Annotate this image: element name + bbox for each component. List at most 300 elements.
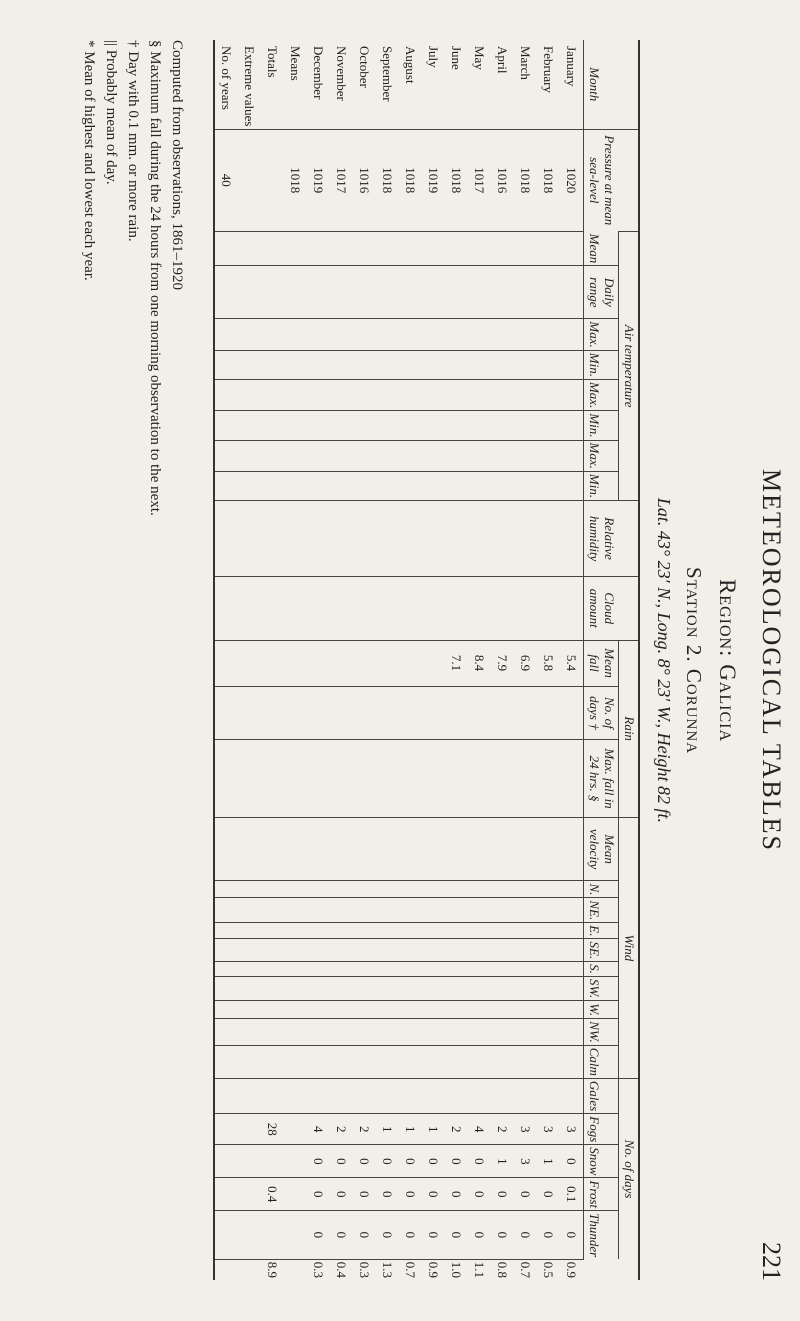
table-row: [261, 40, 284, 1280]
table-cell: 0.8: [491, 1259, 514, 1280]
table-cell: [238, 923, 261, 939]
table-cell: [307, 640, 330, 686]
table-cell: [399, 319, 422, 350]
table-cell: [376, 232, 399, 266]
table-cell: [284, 266, 307, 319]
table-cell: [238, 962, 261, 977]
table-cell: [514, 577, 537, 640]
table-cell: [445, 266, 468, 319]
table-cell: [399, 640, 422, 686]
table-cell: [399, 1019, 422, 1046]
table-cell: [261, 881, 284, 898]
table-cell: [560, 232, 584, 266]
col-wind-velocity: Mean velocity: [584, 817, 619, 881]
table-cell: [261, 962, 284, 977]
table-row: [214, 40, 238, 1280]
table-cell: 0.3: [353, 1259, 376, 1280]
table-cell: [353, 817, 376, 881]
table-cell: [261, 976, 284, 1000]
table-cell: [376, 501, 399, 577]
table-cell: 0: [376, 1145, 399, 1178]
table-cell: [330, 881, 353, 898]
table-cell: [399, 939, 422, 962]
table-cell: [284, 411, 307, 440]
table-cell: [491, 379, 514, 410]
table-cell: [468, 471, 491, 500]
table-cell: [422, 881, 445, 898]
table-cell: [560, 962, 584, 977]
table-cell: 0.7: [514, 1259, 537, 1280]
table-cell: [330, 501, 353, 577]
table-cell: [445, 976, 468, 1000]
table-cell: [238, 266, 261, 319]
table-cell: [445, 379, 468, 410]
table-cell: [261, 471, 284, 500]
table-cell: [261, 129, 284, 232]
table-cell: [307, 440, 330, 471]
table-cell: [537, 266, 560, 319]
table-cell: [284, 923, 307, 939]
table-cell: [330, 411, 353, 440]
table-cell: [284, 232, 307, 266]
table-cell: [330, 1001, 353, 1019]
table-cell: [353, 686, 376, 740]
table-body: [214, 40, 584, 1280]
table-cell: [238, 1114, 261, 1145]
col-rel-hum: Relative humidity: [584, 501, 639, 577]
table-cell: [491, 1078, 514, 1113]
table-cell: [353, 350, 376, 379]
table-cell: [422, 939, 445, 962]
table-cell: [376, 411, 399, 440]
table-cell: [491, 266, 514, 319]
col-daily-min: Min.: [584, 350, 619, 379]
table-cell: [214, 501, 238, 577]
region-heading: Region: Galicia: [715, 578, 740, 743]
table-cell: [491, 232, 514, 266]
col-rain-max: Max. fall in 24 hrs. §: [584, 740, 619, 818]
table-cell: [376, 319, 399, 350]
table-cell: [330, 898, 353, 923]
table-cell: 0: [399, 1178, 422, 1211]
table-cell: [537, 976, 560, 1000]
table-cell: [560, 686, 584, 740]
table-cell: [284, 1114, 307, 1145]
table-cell: [261, 1019, 284, 1046]
table-cell: [537, 501, 560, 577]
table-cell: [445, 898, 468, 923]
table-cell: [445, 471, 468, 500]
table-cell: [468, 319, 491, 350]
table-cell: 3: [514, 1114, 537, 1145]
table-cell: 1017: [468, 129, 491, 232]
table-cell: [399, 923, 422, 939]
table-cell: [468, 939, 491, 962]
table-cell: [560, 1001, 584, 1019]
table-cell: [560, 379, 584, 410]
table-cell: [214, 1019, 238, 1046]
table-cell: 0: [514, 1211, 537, 1260]
table-cell: 0: [491, 1178, 514, 1211]
table-cell: 2: [330, 1114, 353, 1145]
table-cell: [284, 1078, 307, 1113]
table-cell: [537, 232, 560, 266]
table-cell: [353, 471, 376, 500]
table-cell: [238, 1045, 261, 1078]
table-cell: 0: [491, 1211, 514, 1260]
table-cell: [560, 923, 584, 939]
table-cell: [214, 640, 238, 686]
table-cell: [491, 1045, 514, 1078]
table-cell: [238, 1145, 261, 1178]
table-cell: 1019: [422, 129, 445, 232]
table-cell: [537, 939, 560, 962]
table-cell: [422, 686, 445, 740]
table-cell: [214, 1078, 238, 1113]
table-cell: [468, 1078, 491, 1113]
table-cell: [376, 881, 399, 898]
table-cell: [468, 976, 491, 1000]
table-cell: [214, 923, 238, 939]
row-label: No. of years: [214, 40, 238, 129]
row-label: December: [311, 46, 327, 100]
table-cell: [214, 379, 238, 410]
table-cell: 3: [514, 1145, 537, 1178]
table-row: [422, 40, 445, 1280]
col-cloud: Cloud amount: [584, 577, 639, 640]
table-cell: [353, 440, 376, 471]
table-cell: [399, 501, 422, 577]
page-number: 221: [757, 1242, 786, 1281]
table-cell: [261, 379, 284, 410]
row-label: October: [357, 46, 373, 88]
table-cell: [307, 881, 330, 898]
table-row: [399, 40, 422, 1280]
table-cell: [284, 1211, 307, 1260]
footnote: † Day with 0.1 mm. or more rain.: [125, 40, 141, 242]
table-cell: [514, 962, 537, 977]
table-cell: [422, 976, 445, 1000]
table-cell: [330, 577, 353, 640]
table-cell: [376, 1045, 399, 1078]
table-cell: [422, 266, 445, 319]
table-cell: [491, 962, 514, 977]
table-cell: [399, 411, 422, 440]
group-wind: Wind: [619, 817, 639, 1078]
table-cell: [214, 1001, 238, 1019]
row-label: Means: [288, 46, 304, 81]
table-cell: [468, 817, 491, 881]
table-cell: 0.9: [422, 1259, 445, 1280]
table-cell: [514, 923, 537, 939]
group-days: No. of days: [619, 1078, 639, 1259]
table-cell: [468, 740, 491, 818]
col-fogs: Fogs: [584, 1114, 619, 1145]
table-cell: [445, 923, 468, 939]
table-cell: [214, 350, 238, 379]
table-cell: [445, 1001, 468, 1019]
table-cell: [307, 740, 330, 818]
table-cell: [238, 740, 261, 818]
table-cell: [284, 740, 307, 818]
group-rain: Rain: [619, 640, 639, 817]
table-cell: [261, 266, 284, 319]
table-cell: [376, 640, 399, 686]
table-cell: [491, 1001, 514, 1019]
table-cell: 4: [468, 1114, 491, 1145]
table-cell: [214, 1114, 238, 1145]
table-cell: [422, 923, 445, 939]
table-cell: 2: [353, 1114, 376, 1145]
table-cell: [376, 440, 399, 471]
table-cell: [214, 577, 238, 640]
table-cell: [560, 411, 584, 440]
table-cell: [445, 939, 468, 962]
table-cell: [399, 266, 422, 319]
table-cell: [422, 232, 445, 266]
table-cell: [468, 350, 491, 379]
table-cell: [514, 939, 537, 962]
table-cell: [445, 411, 468, 440]
table-cell: [445, 881, 468, 898]
table-cell: [261, 1045, 284, 1078]
table-cell: [491, 471, 514, 500]
table-cell: [514, 817, 537, 881]
table-cell: [284, 471, 307, 500]
col-wind-ne: NE.: [584, 898, 619, 923]
table-cell: 0.5: [537, 1259, 560, 1280]
table-cell: [214, 319, 238, 350]
table-cell: [560, 1045, 584, 1078]
table-cell: [376, 740, 399, 818]
table-row: [468, 40, 491, 1280]
table-cell: [238, 232, 261, 266]
table-cell: [537, 1078, 560, 1113]
table-cell: [214, 1178, 238, 1211]
table-cell: [560, 350, 584, 379]
table-cell: [514, 976, 537, 1000]
col-wind-n: N.: [584, 881, 619, 898]
table-cell: [445, 1078, 468, 1113]
col-thunder: Thunder: [584, 1211, 619, 1260]
table-cell: [537, 440, 560, 471]
table-cell: [353, 939, 376, 962]
table-cell: [261, 1078, 284, 1113]
table-cell: [376, 817, 399, 881]
table-cell: [307, 350, 330, 379]
table-cell: [307, 817, 330, 881]
table-cell: [399, 232, 422, 266]
table-cell: 1.3: [376, 1259, 399, 1280]
table-cell: [514, 501, 537, 577]
table-cell: [238, 1078, 261, 1113]
table-cell: [376, 1001, 399, 1019]
table-cell: [238, 411, 261, 440]
table-cell: 0: [399, 1145, 422, 1178]
table-cell: [537, 379, 560, 410]
table-cell: [353, 1045, 376, 1078]
table-cell: 7.1: [445, 640, 468, 686]
table-cell: [261, 1211, 284, 1260]
table-cell: [445, 350, 468, 379]
table-cell: [537, 577, 560, 640]
table-cell: [560, 440, 584, 471]
table-cell: [399, 740, 422, 818]
table-cell: [537, 1019, 560, 1046]
table-cell: [284, 686, 307, 740]
table-cell: [422, 1078, 445, 1113]
table-cell: [307, 471, 330, 500]
table-cell: 0: [307, 1178, 330, 1211]
col-extreme-max: Max.: [584, 440, 619, 471]
table-cell: 1018: [445, 129, 468, 232]
table-cell: [238, 881, 261, 898]
table-cell: [353, 962, 376, 977]
table-cell: [238, 577, 261, 640]
table-cell: [422, 471, 445, 500]
table-row: [445, 40, 468, 1280]
table-cell: 28: [261, 1114, 284, 1145]
table-cell: 2: [491, 1114, 514, 1145]
table-cell: [537, 350, 560, 379]
table-cell: [376, 923, 399, 939]
table-row: [353, 40, 376, 1280]
table-cell: [445, 1045, 468, 1078]
table-cell: [307, 962, 330, 977]
table-cell: [560, 939, 584, 962]
table-cell: 1018: [537, 129, 560, 232]
row-label: February: [541, 46, 557, 93]
station-coordinates: [653, 0, 674, 1321]
table-cell: [307, 976, 330, 1000]
table-cell: [307, 686, 330, 740]
table-cell: [261, 1001, 284, 1019]
table-cell: [560, 976, 584, 1000]
table-cell: [307, 319, 330, 350]
table-cell: [261, 640, 284, 686]
row-label: August: [403, 46, 419, 84]
table-cell: [284, 962, 307, 977]
table-cell: 0: [330, 1211, 353, 1260]
running-header: [750, 40, 786, 1281]
table-cell: [560, 1019, 584, 1046]
table-cell: [468, 232, 491, 266]
station-heading: Station 2. Corunna: [682, 566, 706, 755]
table-cell: [307, 923, 330, 939]
table-cell: 0.4: [330, 1259, 353, 1280]
table-cell: [353, 881, 376, 898]
table-cell: [514, 440, 537, 471]
table-cell: [307, 939, 330, 962]
table-cell: [537, 962, 560, 977]
col-month: Month: [584, 40, 639, 129]
table-cell: 0: [445, 1211, 468, 1260]
table-cell: [560, 881, 584, 898]
table-cell: [261, 898, 284, 923]
table-cell: 6.9: [514, 640, 537, 686]
table-cell: [330, 232, 353, 266]
table-cell: [284, 379, 307, 410]
table-cell: [468, 501, 491, 577]
table-cell: [468, 1001, 491, 1019]
table-cell: 0: [537, 1211, 560, 1260]
table-cell: [514, 1078, 537, 1113]
table-cell: [284, 881, 307, 898]
table-cell: [468, 686, 491, 740]
table-cell: [376, 471, 399, 500]
table-cell: [468, 440, 491, 471]
table-cell: [284, 1178, 307, 1211]
table-cell: [399, 1078, 422, 1113]
table-cell: [261, 350, 284, 379]
table-cell: [307, 411, 330, 440]
table-cell: [537, 471, 560, 500]
table-cell: [422, 898, 445, 923]
table-cell: [560, 266, 584, 319]
table-cell: [422, 379, 445, 410]
table-cell: [422, 962, 445, 977]
table-cell: [560, 898, 584, 923]
row-label: May: [472, 46, 488, 70]
col-rain-mean: Mean fall: [584, 640, 619, 686]
col-monthly-max: Max.: [584, 379, 619, 410]
table-cell: [353, 1019, 376, 1046]
table-cell: [468, 881, 491, 898]
table-cell: [445, 686, 468, 740]
table-cell: [353, 411, 376, 440]
table-cell: [284, 1019, 307, 1046]
table-cell: [238, 1001, 261, 1019]
row-label: July: [426, 46, 442, 68]
row-label: Extreme values: [242, 46, 258, 127]
table-cell: [330, 471, 353, 500]
table-cell: 0: [353, 1178, 376, 1211]
table-cell: [330, 939, 353, 962]
table-cell: [307, 266, 330, 319]
table-cell: [468, 923, 491, 939]
col-wind-s: S.: [584, 962, 619, 977]
table-cell: [238, 976, 261, 1000]
table-cell: [238, 686, 261, 740]
table-cell: [214, 1145, 238, 1178]
table-cell: [514, 686, 537, 740]
table-cell: 0: [353, 1145, 376, 1178]
table-cell: [514, 898, 537, 923]
table-cell: [307, 577, 330, 640]
table-cell: [214, 471, 238, 500]
table-row: [376, 40, 399, 1280]
table-cell: [560, 501, 584, 577]
table-cell: [491, 939, 514, 962]
table-cell: [445, 817, 468, 881]
table-cell: 2: [445, 1114, 468, 1145]
table-cell: [307, 1045, 330, 1078]
table-cell: [422, 1019, 445, 1046]
table-cell: 0: [468, 1145, 491, 1178]
table-cell: [514, 1045, 537, 1078]
table-cell: [214, 686, 238, 740]
table-cell: [284, 640, 307, 686]
col-extreme-min: Min.: [584, 471, 619, 500]
table-cell: [376, 577, 399, 640]
table-cell: [422, 577, 445, 640]
table-cell: [353, 232, 376, 266]
row-label: November: [334, 46, 350, 101]
table-cell: [445, 501, 468, 577]
table-cell: [537, 740, 560, 818]
table-row: [330, 40, 353, 1280]
climate-table: [213, 40, 640, 1280]
